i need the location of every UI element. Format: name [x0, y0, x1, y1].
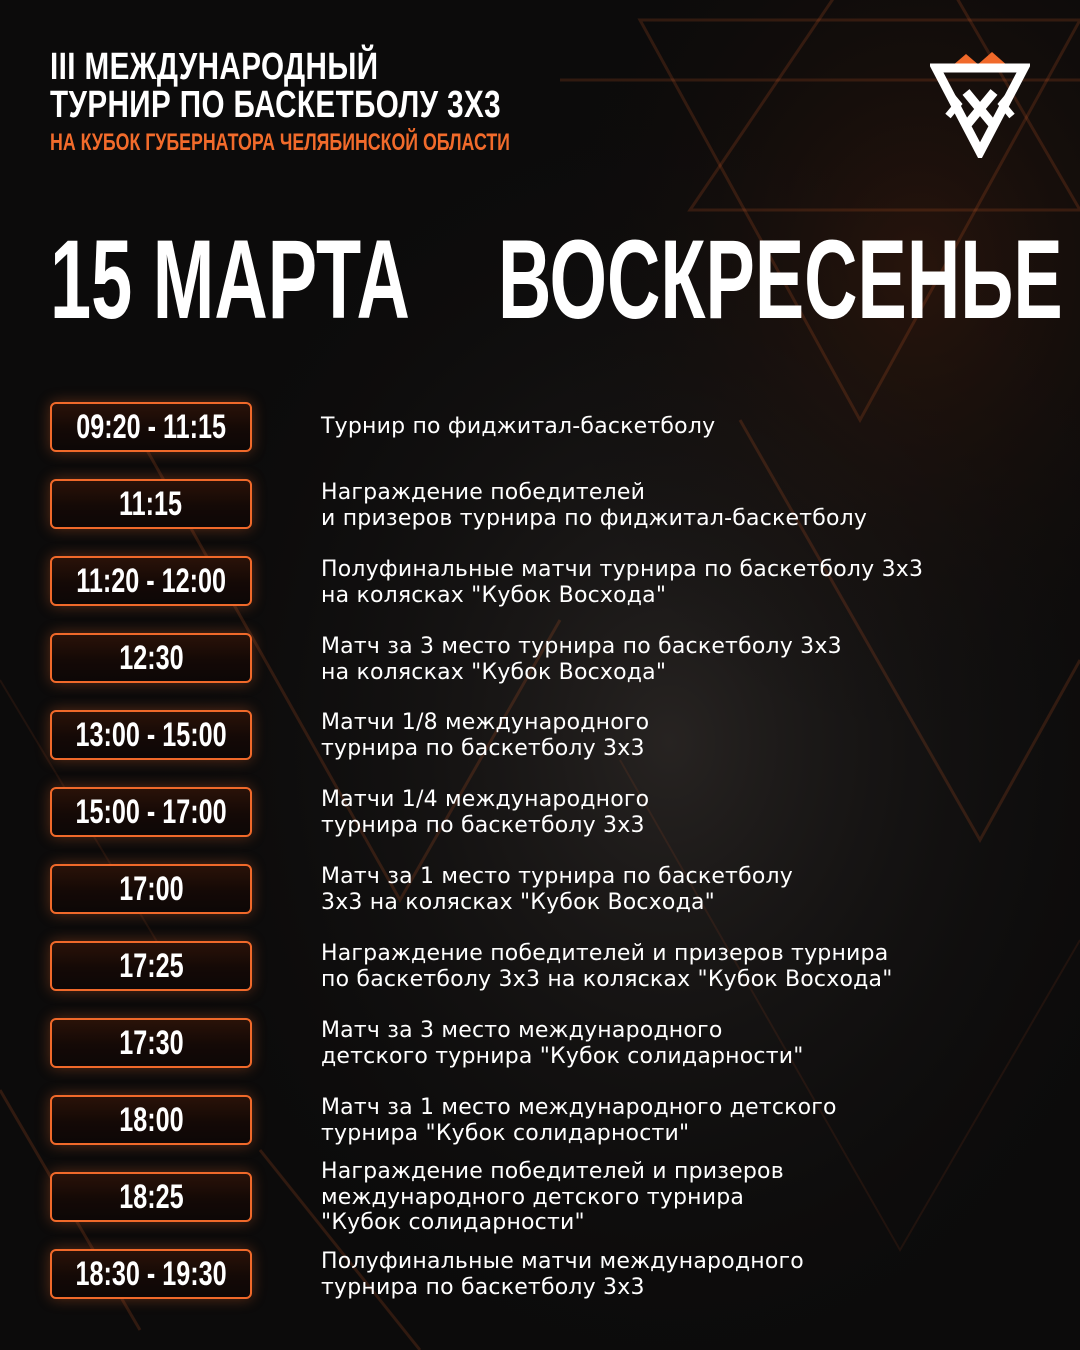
schedule-row: [0, 1249, 1080, 1301]
time-label: 09:20 - 11:15: [76, 407, 226, 446]
event-weekday: ВОСКРЕСЕНЬЕ: [498, 217, 1063, 342]
time-label: 17:30: [118, 1023, 184, 1062]
event-description: Матч за 3 место турнира по баскетболу 3х3 на колясках "Кубок Восхода": [321, 634, 842, 685]
date-heading: [0, 217, 1080, 342]
time-label: 18:00: [118, 1100, 184, 1139]
time-badge: [50, 556, 252, 606]
time-label: 11:20 - 12:00: [76, 561, 226, 600]
schedule-row: [0, 941, 1080, 993]
tournament-3x3-logo-icon: [930, 52, 1030, 158]
time-label: 17:00: [118, 869, 184, 908]
event-description: Матчи 1/4 международного турнира по баскетболу 3х3: [321, 787, 650, 838]
tournament-subtitle: НА КУБОК ГУБЕРНАТОРА ЧЕЛЯБИНСКОЙ ОБЛАСТИ: [50, 129, 510, 156]
event-description: Полуфинальные матчи международного турнира по баскетболу 3х3: [321, 1249, 804, 1300]
event-description: Матч за 3 место международного детского турнира "Кубок солидарности": [321, 1018, 804, 1069]
tournament-header: [50, 48, 672, 158]
time-badge: [50, 710, 252, 760]
time-badge: [50, 941, 252, 991]
schedule-row: [0, 402, 1080, 454]
time-badge: [50, 633, 252, 683]
event-description: Награждение победителей и призеров турнира по фиджитал-баскетболу: [321, 480, 868, 531]
schedule-row: [0, 787, 1080, 839]
schedule-row: [0, 633, 1080, 685]
event-description: Турнир по фиджитал-баскетболу: [321, 414, 716, 439]
time-label: 11:15: [119, 484, 183, 523]
schedule-row: [0, 710, 1080, 762]
time-badge: [50, 1172, 252, 1222]
time-badge: [50, 864, 252, 914]
time-badge: [50, 1095, 252, 1145]
schedule-row: [0, 556, 1080, 608]
time-label: 17:25: [118, 946, 184, 985]
event-date: 15 МАРТА: [50, 217, 410, 342]
event-description: Матч за 1 место международного детского турнира "Кубок солидарности": [321, 1095, 837, 1146]
tournament-title-line2: ТУРНИР ПО БАСКЕТБОЛУ 3Х3: [50, 84, 502, 126]
time-label: 18:30 - 19:30: [75, 1254, 227, 1293]
event-description: Награждение победителей и призеров международного детского турнира "Кубок солидарности": [321, 1159, 784, 1235]
time-label: 13:00 - 15:00: [75, 715, 227, 754]
event-description: Полуфинальные матчи турнира по баскетболу 3х3 на колясках "Кубок Восхода": [321, 557, 924, 608]
tournament-title-line1: III МЕЖДУНАРОДНЫЙ: [50, 46, 379, 88]
time-badge: [50, 479, 252, 529]
time-badge: [50, 1249, 252, 1299]
event-description: Матч за 1 место турнира по баскетболу 3х3 на колясках "Кубок Восхода": [321, 864, 793, 915]
event-description: Матчи 1/8 международного турнира по баскетболу 3х3: [321, 710, 650, 761]
schedule-row: [0, 1159, 1080, 1235]
schedule-row: [0, 479, 1080, 531]
time-label: 12:30: [118, 638, 184, 677]
time-badge: [50, 402, 252, 452]
schedule-row: [0, 1095, 1080, 1147]
time-label: 15:00 - 17:00: [75, 792, 227, 831]
schedule-row: [0, 1018, 1080, 1070]
time-badge: [50, 787, 252, 837]
schedule-row: [0, 864, 1080, 916]
time-label: 18:25: [118, 1177, 184, 1216]
time-badge: [50, 1018, 252, 1068]
event-description: Награждение победителей и призеров турнира по баскетболу 3х3 на колясках "Кубок Восхода": [321, 941, 893, 992]
